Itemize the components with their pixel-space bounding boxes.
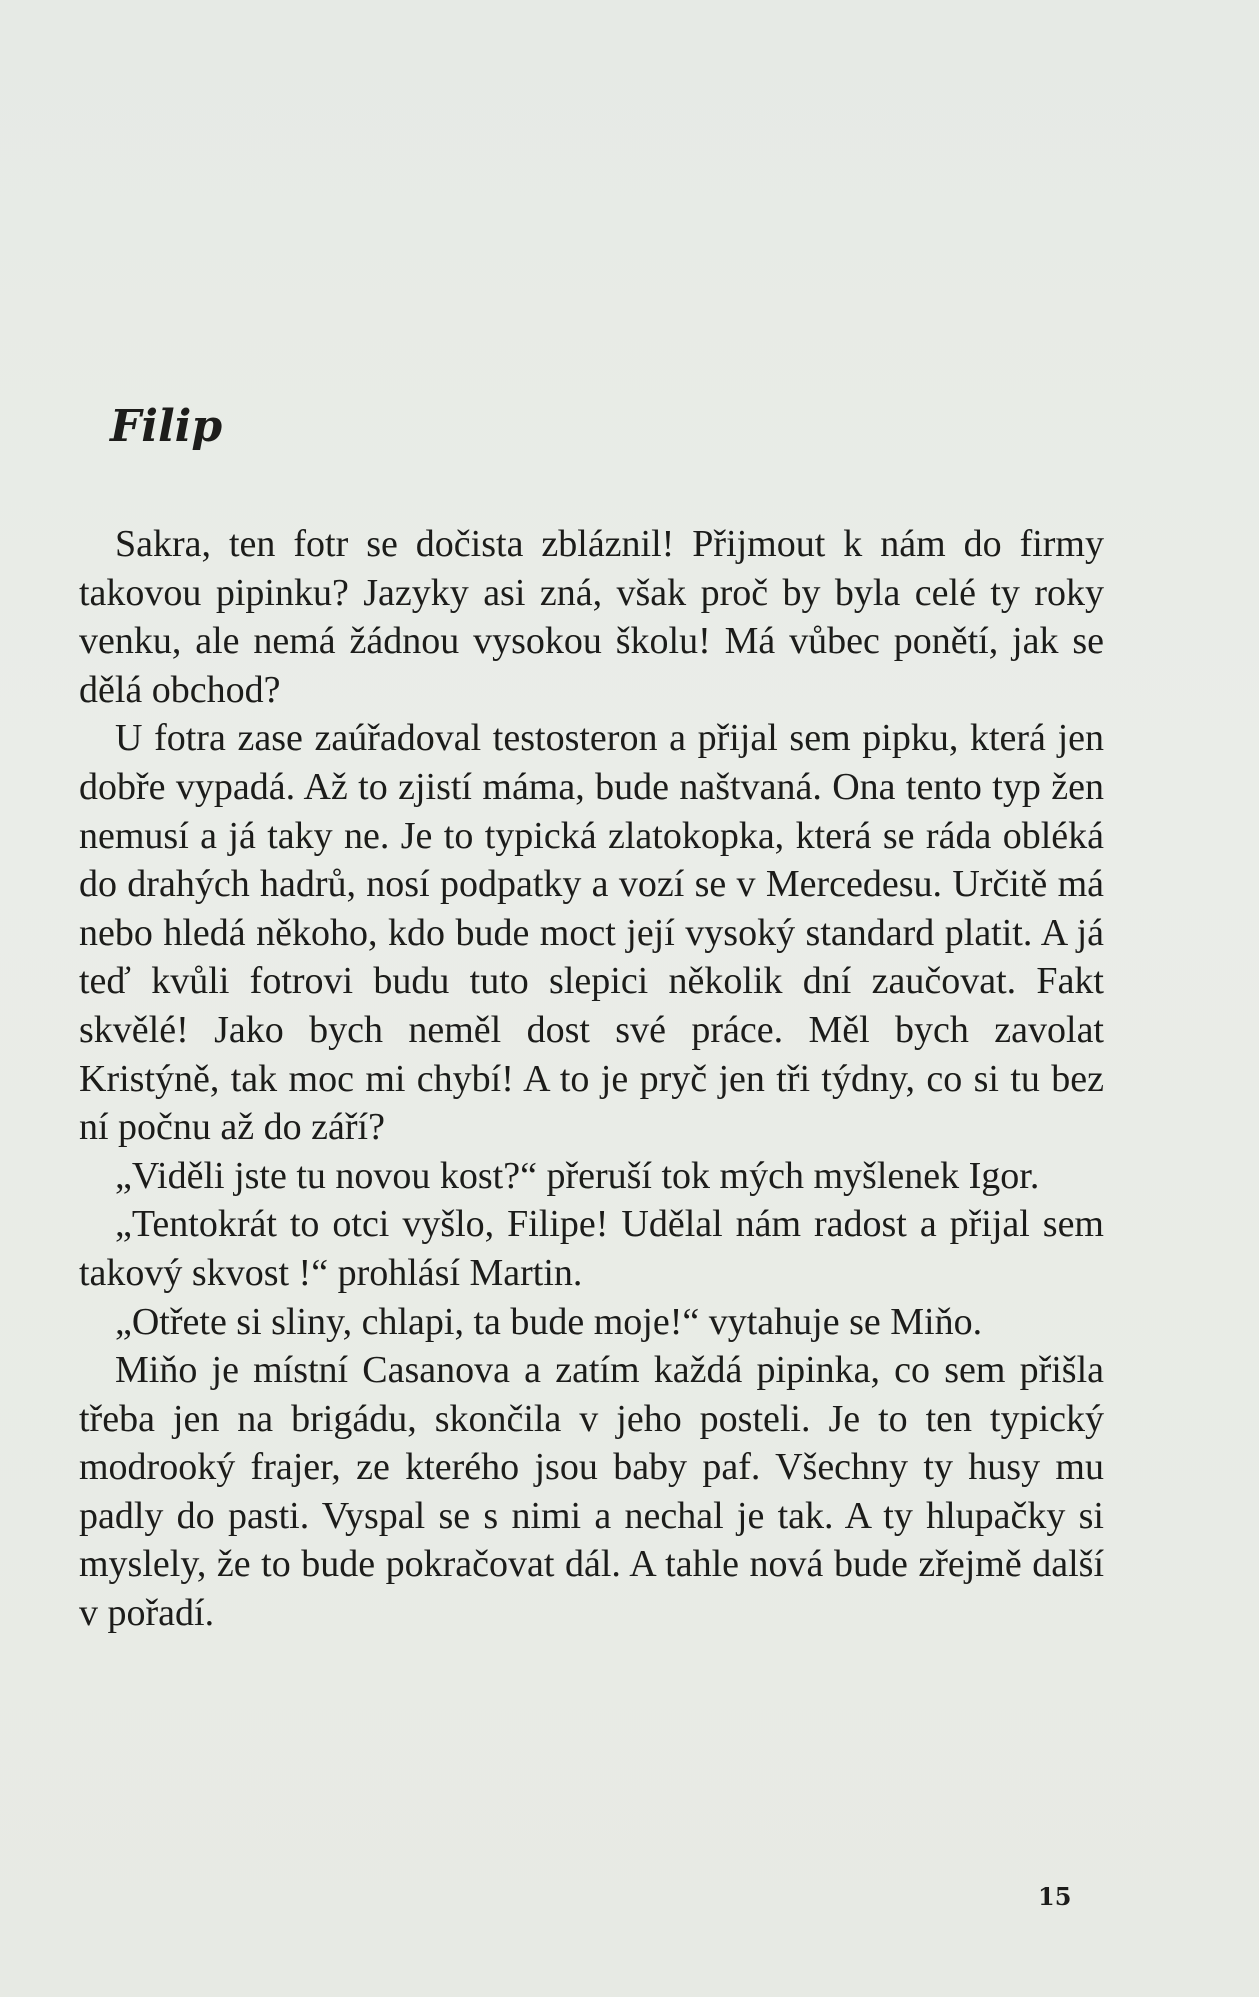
paragraph-1: Sakra, ten fotr se dočista zbláznil! Přijmout k nám do firmy takovou pipinku? Jazyky asi zná, však proč by byla celé ty roky venku, ale nemá žádnou vysokou školu! Má vůbec ponětí, jak se dělá obchod? xyxy=(79,523,1104,711)
paragraph-2: U fotra zase zaúřadoval testosteron a přijal sem pipku, která jen dobře vypadá. Až to zjistí máma, bude naštvaná. Ona tento typ žen nemusí a já taky ne. Je to typická zlatokopka, která se ráda obléká do drahých hadrů, nosí podpatky a vozí se v Mercedesu. Určitě má nebo hledá někoho, kdo bude moct její vysoký standard platit. A já teď kvůli fotrovi budu tuto slepici několik dní zaučovat. Fakt skvělé! Jako bych neměl dost své práce. Měl bych zavolat Kristýně, tak moc mi chybí! A to je pryč jen tři týdny, co si tu bez ní počnu až do září? xyxy=(79,717,1104,1149)
paragraph-6: Miňo je místní Casanova a zatím každá pipinka, co sem přišla třeba jen na brigádu, skončila v jeho posteli. Je to ten typický modrooký frajer, ze kterého jsou baby paf. Všechny ty husy mu padly do pasti. Vyspal se s nimi a nechal je tak. A ty hlupačky si myslely, že to bude pokračovat dál. A tahle nová bude zřejmě další v pořadí. xyxy=(79,1349,1104,1635)
paragraph-3: „Viděli jste tu novou kost?“ přeruší tok mých myšlenek Igor. xyxy=(115,1154,1040,1197)
page-number: 15 xyxy=(1038,1882,1072,1911)
chapter-body xyxy=(79,520,1104,1638)
chapter-heading: Filip xyxy=(110,401,223,452)
paragraph-5: „Otřete si sliny, chlapi, ta bude moje!“ vytahuje se Miňo. xyxy=(115,1300,983,1343)
paragraph-4: „Tentokrát to otci vyšlo, Filipe! Udělal nám radost a přijal sem takový skvost !“ prohlásí Martin. xyxy=(79,1203,1104,1294)
